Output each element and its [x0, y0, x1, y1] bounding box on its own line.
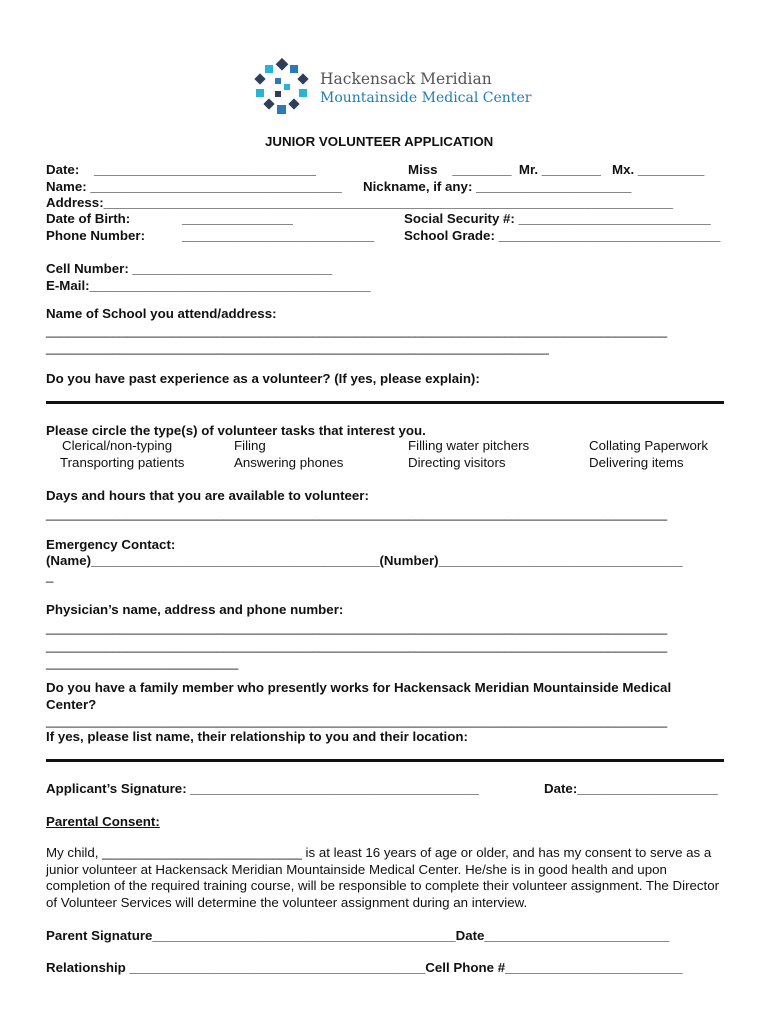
- page-title: JUNIOR VOLUNTEER APPLICATION: [265, 134, 494, 149]
- logo-square: [275, 91, 281, 97]
- phone-field[interactable]: __________________________: [182, 228, 375, 243]
- logo-square: [277, 105, 286, 114]
- task-option[interactable]: Delivering items: [589, 455, 684, 470]
- school-grade-field[interactable]: School Grade: ______________________________: [404, 228, 721, 243]
- emergency-fields[interactable]: (Name)_______________________________________(Number)_________________________________: [46, 553, 683, 568]
- experience-question: Do you have past experience as a volunteer? (If yes, please explain):: [46, 371, 480, 386]
- logo-square: [265, 65, 273, 73]
- cell-number-field[interactable]: Cell Number: ___________________________: [46, 261, 333, 276]
- school-line-1[interactable]: ____________________________________________________________________________________: [46, 323, 668, 338]
- parental-consent-heading: Parental Consent:: [46, 814, 160, 829]
- logo-square: [288, 98, 299, 109]
- logo-square: [290, 65, 298, 73]
- physician-line-3[interactable]: __________________________: [46, 655, 239, 670]
- dob-label: Date of Birth:: [46, 211, 131, 226]
- divider: [46, 401, 724, 404]
- task-option[interactable]: Directing visitors: [408, 455, 506, 470]
- family-question-2: Center?: [46, 697, 97, 712]
- availability-line[interactable]: ____________________________________________________________________________________: [46, 506, 668, 521]
- logo-line1: Hackensack Meridian: [320, 70, 492, 88]
- name-field[interactable]: Name: __________________________________: [46, 179, 342, 194]
- emergency-overflow: _: [46, 568, 54, 583]
- phone-label: Phone Number:: [46, 228, 145, 243]
- logo-square: [254, 73, 265, 84]
- signature-date-field[interactable]: Date:___________________: [544, 781, 718, 796]
- physician-line-1[interactable]: ____________________________________________________________________________________: [46, 620, 668, 635]
- logo-square: [284, 84, 290, 90]
- title-options-field[interactable]: Miss ________ Mr. ________ Mx. _________: [408, 162, 705, 177]
- tasks-heading: Please circle the type(s) of volunteer tasks that interest you.: [46, 423, 426, 438]
- date-field[interactable]: Date: ______________________________: [46, 162, 316, 177]
- applicant-signature-field[interactable]: Applicant’s Signature: _______________________________________: [46, 781, 479, 796]
- emergency-label: Emergency Contact:: [46, 537, 176, 552]
- availability-label: Days and hours that you are available to volunteer:: [46, 488, 369, 503]
- physician-label: Physician’s name, address and phone number:: [46, 602, 344, 617]
- family-line[interactable]: ____________________________________________________________________________________: [46, 713, 668, 728]
- task-option[interactable]: Filling water pitchers: [408, 438, 530, 453]
- school-line-2[interactable]: ____________________________________________________________________: [46, 340, 549, 355]
- logo-square: [276, 58, 289, 71]
- email-field[interactable]: E-Mail:______________________________________: [46, 278, 371, 293]
- task-option[interactable]: Filing: [234, 438, 266, 453]
- logo-square: [275, 78, 281, 84]
- logo-square: [297, 73, 308, 84]
- task-option[interactable]: Collating Paperwork: [589, 438, 708, 453]
- task-option[interactable]: Clerical/non-typing: [62, 438, 173, 453]
- physician-line-2[interactable]: ____________________________________________________________________________________: [46, 638, 668, 653]
- relationship-field[interactable]: Relationship ________________________________________Cell Phone #________________________: [46, 960, 683, 975]
- ssn-field[interactable]: Social Security #: __________________________: [404, 211, 711, 226]
- divider: [46, 759, 724, 762]
- logo-square: [256, 89, 264, 97]
- address-field[interactable]: Address:_____________________________________________________________________________: [46, 195, 674, 210]
- family-followup: If yes, please list name, their relationship to you and their location:: [46, 729, 468, 744]
- dob-field[interactable]: _______________: [182, 211, 293, 226]
- hospital-logo: [250, 58, 314, 116]
- logo-square: [263, 98, 274, 109]
- parent-signature-field[interactable]: Parent Signature_________________________________________Date_________________________: [46, 928, 670, 943]
- family-question-1: Do you have a family member who presently works for Hackensack Meridian Mountainside Medical: [46, 680, 672, 695]
- task-option[interactable]: Transporting patients: [60, 455, 185, 470]
- task-option[interactable]: Answering phones: [234, 455, 344, 470]
- logo-line2: Mountainside Medical Center: [320, 90, 532, 106]
- logo-square: [299, 89, 307, 97]
- nickname-field[interactable]: Nickname, if any: _____________________: [363, 179, 632, 194]
- school-label: Name of School you attend/address:: [46, 306, 277, 321]
- consent-paragraph: My child, ___________________________ is at least 16 years of age or older, and has my consent to serve as a junior volunteer at Hackensack Meridian Mountainside Medical Center. He/she is in good health and upon completion of the required training course, will be responsible to complete their volunteer assignment. The Director of Volunteer Services will determine the volunteer assignment during an interview.: [46, 845, 720, 911]
